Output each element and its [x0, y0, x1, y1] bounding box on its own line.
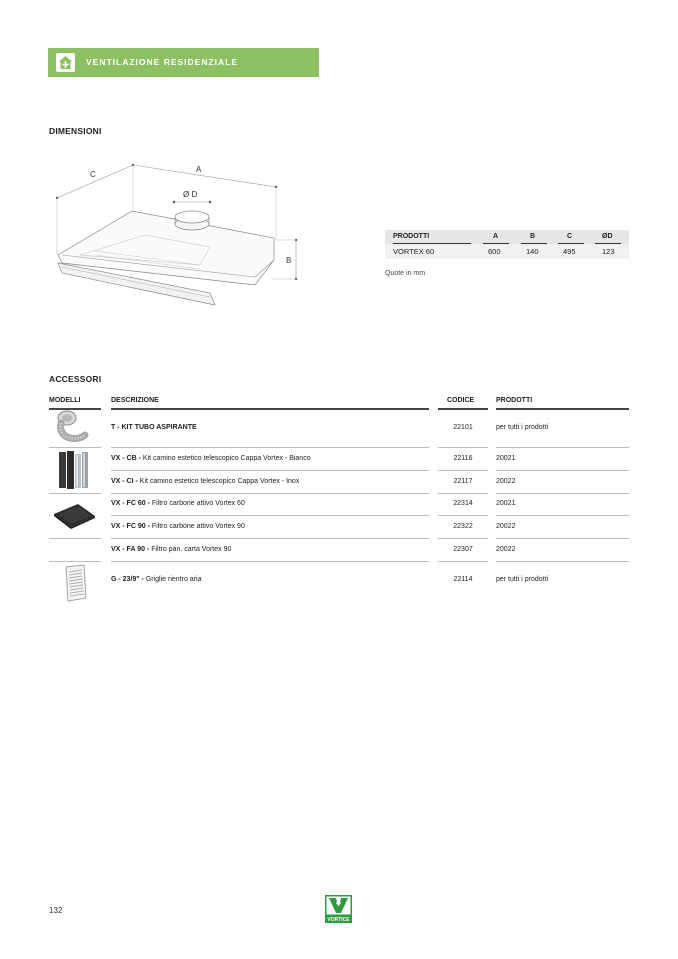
dimension-table-header	[385, 230, 629, 244]
accessory-code-label: VX - CB -	[111, 455, 141, 462]
accessory-prodotti: per tutti i prodotti	[496, 424, 549, 431]
row-prodotto: VORTEX 60	[393, 247, 435, 256]
header-c: C	[567, 233, 573, 240]
accessory-prodotti: 20021	[496, 455, 516, 462]
accessory-code-label: VX - FC 60 -	[111, 500, 150, 507]
hood-dimension-diagram	[50, 155, 310, 315]
accessory-description: Griglie rientro aria	[143, 576, 202, 583]
accessory-description: Kit camino estetico telescopico Cappa Vortex - Inox	[137, 478, 300, 485]
table-row	[385, 244, 629, 259]
accessory-codice: 22101	[453, 424, 473, 431]
accessory-codice: 22314	[453, 500, 473, 507]
accessory-code-label: G - 23/9" -	[111, 576, 144, 583]
accessory-description: Kit camino estetico telescopico Cappa Vortex - Bianco	[140, 455, 311, 462]
dim-label-b: B	[286, 256, 292, 265]
header-prodotti: PRODOTTI	[393, 233, 430, 240]
header-descrizione: DESCRIZIONE	[111, 397, 159, 404]
header-a: A	[493, 233, 499, 240]
row-c: 495	[563, 247, 576, 256]
header-modelli: MODELLI	[49, 397, 81, 404]
accessory-prodotti: 20022	[496, 523, 516, 530]
accessory-codice: 22307	[453, 546, 473, 553]
accessory-description: Filtro pan. carta Vortex 90	[149, 546, 232, 553]
row-b: 140	[526, 247, 539, 256]
accessory-prodotti: per tutti i prodotti	[496, 576, 549, 583]
header-d: ØD	[602, 233, 613, 240]
accessory-prodotti: 20022	[496, 478, 516, 485]
dim-label-a: A	[196, 165, 202, 174]
dim-label-d: Ø D	[183, 190, 198, 199]
dim-label-c: C	[90, 170, 96, 179]
accessory-prodotti: 20021	[496, 500, 516, 507]
accessori-title: ACCESSORI	[49, 374, 102, 384]
accessory-codice: 22322	[453, 523, 473, 530]
row-a: 600	[488, 247, 501, 256]
banner-title: VENTILAZIONE RESIDENZIALE	[86, 57, 239, 67]
air-grille-image	[62, 564, 90, 602]
accessory-description: Filtro carbone attivo Vortex 90	[149, 523, 245, 530]
accessory-codice: 22117	[453, 478, 473, 485]
logo-text: VORTICE	[327, 917, 350, 923]
vortice-logo	[325, 895, 352, 923]
header-codice: CODICE	[447, 397, 475, 404]
accessory-codice: 22114	[453, 576, 473, 583]
page-number: 132	[49, 906, 63, 915]
house-fan-icon	[56, 53, 75, 72]
accessory-code-label: VX - FC 90 -	[111, 523, 150, 530]
accessory-codice: 22116	[453, 455, 473, 462]
duct-kit-image	[53, 409, 93, 445]
accessory-code-label: VX - CI -	[111, 478, 138, 485]
accessory-code-label: VX - FA 90 -	[111, 546, 150, 553]
header-prodotti: PRODOTTI	[496, 397, 533, 404]
accessory-prodotti: 20022	[496, 546, 516, 553]
carbon-filter-image	[52, 502, 96, 530]
dimensioni-title: DIMENSIONI	[49, 126, 102, 136]
dimension-table	[385, 230, 629, 259]
section-banner	[48, 48, 319, 77]
header-b: B	[530, 233, 536, 240]
row-d: 123	[602, 247, 615, 256]
units-note: Quote in mm	[385, 270, 426, 277]
accessory-description: Filtro carbone attivo Vortex 60	[149, 500, 245, 507]
chimney-kit-image	[56, 449, 90, 491]
accessory-code-label: T - KIT TUBO ASPIRANTE	[111, 424, 197, 431]
